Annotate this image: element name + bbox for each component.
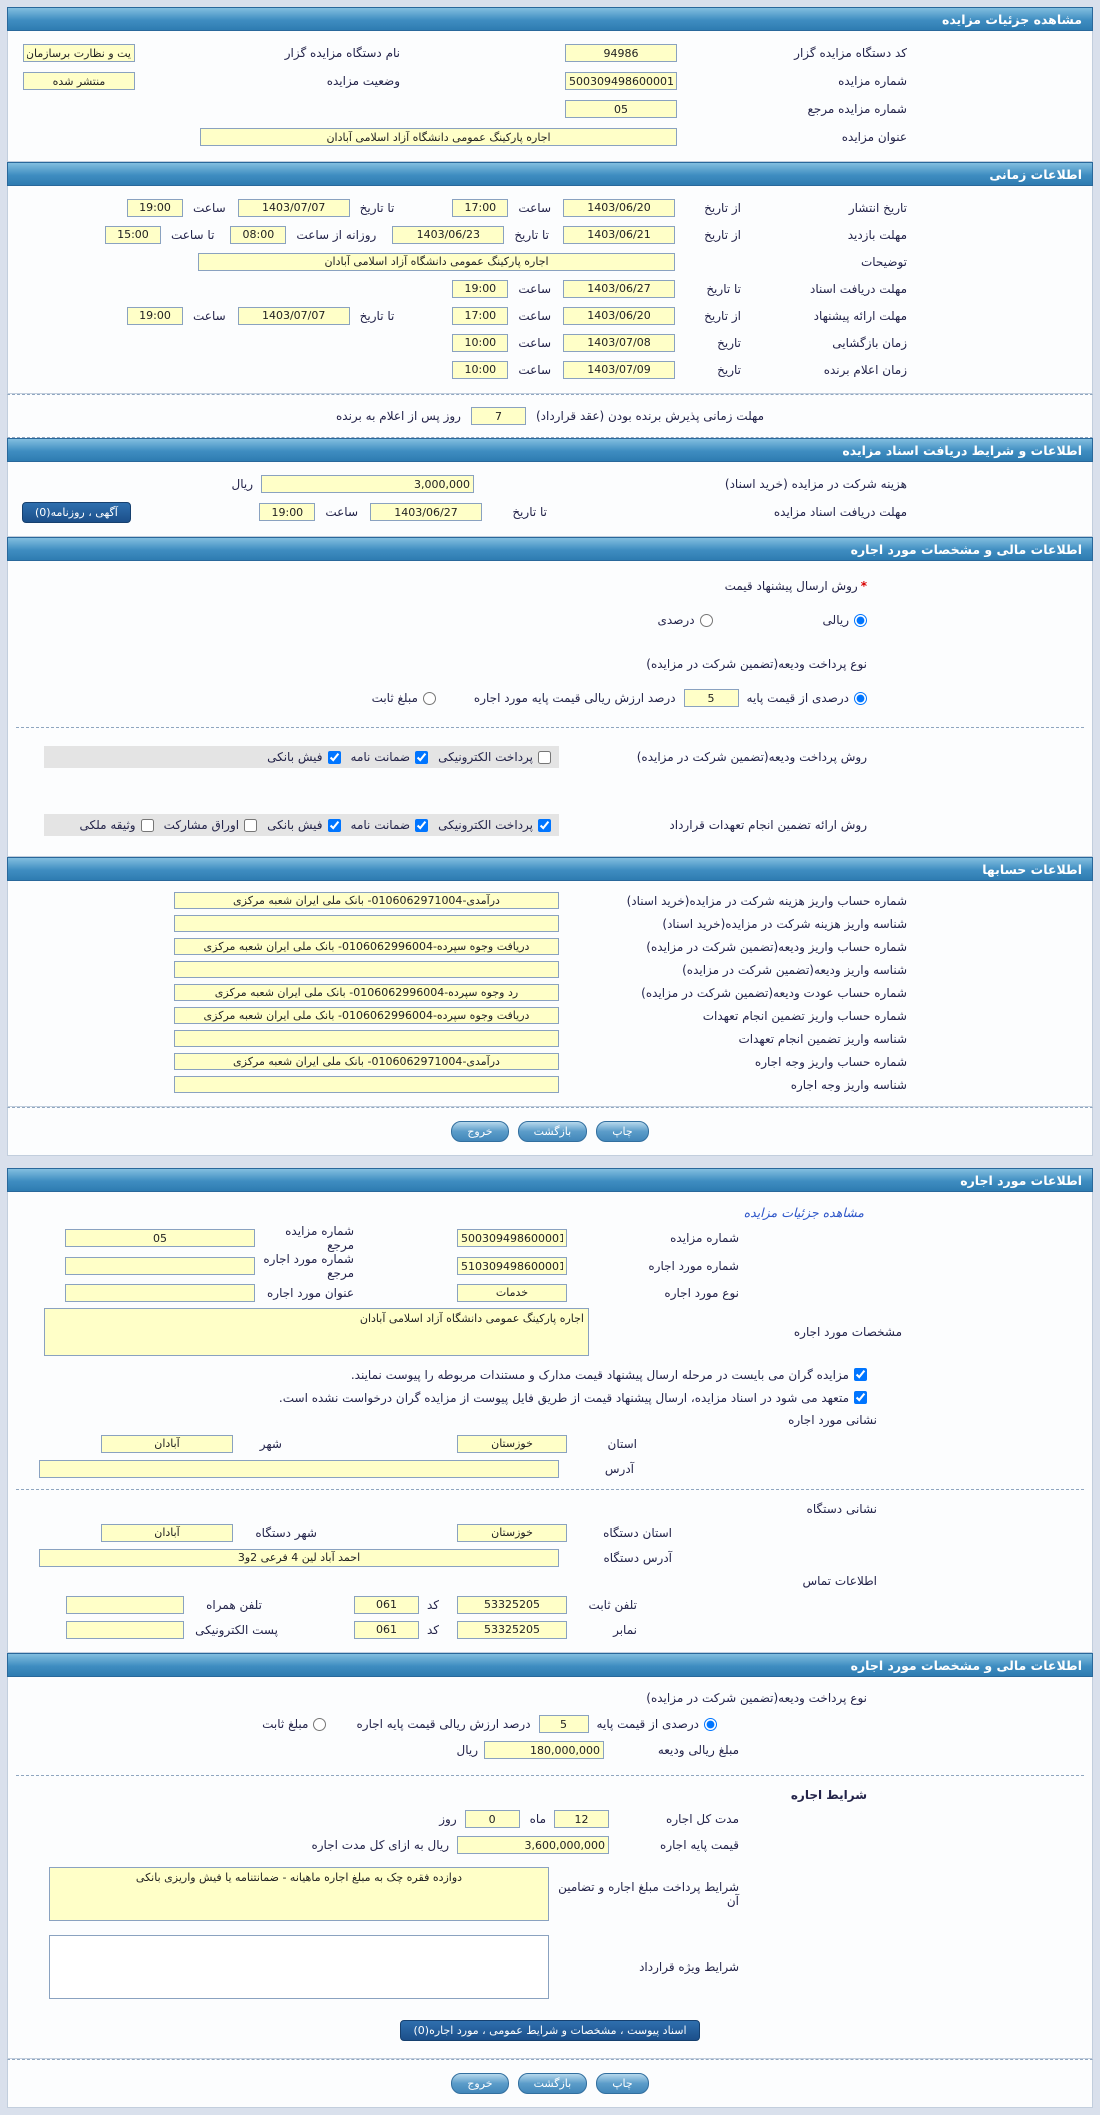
fax-row xyxy=(8,1617,1092,1642)
auction-title-input[interactable] xyxy=(200,128,677,146)
back-button[interactable]: بازگشت xyxy=(518,2073,588,2094)
phone-row xyxy=(8,1592,1092,1617)
exit-button[interactable]: خروج xyxy=(451,2073,508,2094)
docs-deadline2-date-input[interactable] xyxy=(370,503,482,521)
account-row xyxy=(8,1073,1092,1096)
item-type-row xyxy=(8,1280,1092,1305)
description-input[interactable] xyxy=(198,253,675,271)
account-row xyxy=(8,1027,1092,1050)
account-input[interactable] xyxy=(174,1076,559,1093)
phone-code-input[interactable] xyxy=(354,1596,419,1614)
financial-section-title: اطلاعات مالی و مشخصات مورد اجاره xyxy=(850,541,1082,557)
no-file-note-text: متعهد می شود در اسناد مزایده، ارسال پیشنهاد قیمت از طریق فایل پیوست از مزایده گران درخواست نشده است. xyxy=(278,1390,849,1405)
property-collateral-checkbox[interactable] xyxy=(141,819,154,832)
deposit-fixed-radio[interactable] xyxy=(423,692,436,705)
docs-panel xyxy=(7,462,1093,537)
participation-bonds-checkbox[interactable] xyxy=(244,819,257,832)
back-button[interactable]: بازگشت xyxy=(518,1121,588,1142)
status-label: وضعیت مزایده xyxy=(326,74,400,88)
rial-label: ریال xyxy=(231,477,253,491)
date-label: تاریخ xyxy=(717,335,741,350)
attach-docs-checkbox[interactable] xyxy=(854,1368,867,1381)
deposit-fixed-option-label: مبلغ ثابت xyxy=(371,691,418,705)
rial-label: ریال xyxy=(456,1743,478,1757)
mobile-input[interactable] xyxy=(66,1596,184,1614)
item-address-group-label: نشانی مورد اجاره xyxy=(788,1413,877,1427)
contact-group-row xyxy=(8,1570,1092,1592)
offer-to-date-input[interactable] xyxy=(238,307,350,325)
account-row xyxy=(8,1004,1092,1027)
account-label: شماره حساب واریز ودیعه(تضمین شرکت در مزایده) xyxy=(646,939,907,954)
org-province-row xyxy=(8,1520,1092,1545)
bank-slip-checkbox[interactable] xyxy=(328,819,341,832)
newspaper-ads-button[interactable]: آگهی ، روزنامه(0) xyxy=(22,502,131,523)
divider xyxy=(16,1489,1084,1490)
price-method-label-row xyxy=(8,573,1092,599)
auction-title-label: عنوان مزایده xyxy=(841,130,907,144)
to-date-label: تا تاریخ xyxy=(514,227,549,242)
rental-item-panel xyxy=(7,1192,1093,1653)
guarantee-methods-label: روش ارائه تضمین انجام تعهدات قرارداد xyxy=(669,818,867,832)
print-button[interactable]: چاپ xyxy=(596,1121,649,1142)
bank-slip-checkbox[interactable] xyxy=(328,751,341,764)
payment-terms-row xyxy=(8,1864,1092,1924)
account-input[interactable] xyxy=(174,1053,559,1070)
fax-code-input[interactable] xyxy=(354,1621,419,1639)
deposit2-percent-input[interactable] xyxy=(539,1715,589,1733)
account-row xyxy=(8,958,1092,981)
item-province-input[interactable] xyxy=(457,1435,567,1453)
from-date-label: از تاریخ xyxy=(704,200,741,215)
account-row xyxy=(8,889,1092,912)
account-label: شماره حساب واریز تضمین انجام تعهدات xyxy=(702,1008,907,1023)
pay-method-electronic[interactable] xyxy=(438,750,551,764)
percent-option-label: درصدی xyxy=(657,613,695,627)
duration-label: مدت کل اجاره xyxy=(666,1812,739,1826)
timing-panel xyxy=(7,186,1093,394)
guarantee-method-label: فیش بانکی xyxy=(267,818,323,832)
deposit-type2-options-row xyxy=(8,1711,1092,1737)
publish-from-time-input[interactable] xyxy=(452,199,508,217)
guarantee-method-label: پرداخت الکترونیکی xyxy=(438,818,533,832)
attachments-button[interactable]: اسناد پیوست ، مشخصات و شرایط عمومی ، مورد اجاره(0) xyxy=(400,2020,699,2041)
accounts-section-bar xyxy=(7,857,1093,881)
deposit-percent-input[interactable] xyxy=(684,689,739,707)
publish-row xyxy=(8,194,1092,221)
auction-no-label: شماره مزایده xyxy=(838,74,907,88)
fax-input[interactable] xyxy=(457,1621,567,1639)
code-label: کد xyxy=(426,1597,439,1612)
pay-method-label: پرداخت الکترونیکی xyxy=(438,750,533,764)
special-terms-textarea[interactable] xyxy=(49,1935,549,1999)
to-hour-label: تا ساعت xyxy=(170,227,215,242)
visit-from-time-input[interactable] xyxy=(230,226,286,244)
item-address-row xyxy=(8,1456,1092,1481)
from-date-label: از تاریخ xyxy=(704,227,741,242)
publish-from-date-input[interactable] xyxy=(563,199,675,217)
account-input[interactable] xyxy=(174,915,559,932)
offer-label: مهلت ارائه پیشنهاد xyxy=(813,308,907,323)
terms-heading: شرایط اجاره xyxy=(790,1788,867,1802)
hour-label: ساعت xyxy=(518,281,551,296)
winner-announce-label: زمان اعلام برنده xyxy=(823,362,907,377)
base-price-label: قیمت پایه اجاره xyxy=(660,1838,739,1852)
phone-label: تلفن ثابت xyxy=(588,1597,637,1612)
deposit-type-label-row xyxy=(8,651,1092,677)
org-city-input[interactable] xyxy=(101,1524,233,1542)
status-input[interactable] xyxy=(23,72,135,90)
auction-title-row xyxy=(8,123,1092,151)
org-city-label: شهر دستگاه xyxy=(255,1525,317,1540)
org-code-input[interactable] xyxy=(565,44,677,62)
electronic-payment-checkbox[interactable] xyxy=(538,819,551,832)
guarantee-bank-slip[interactable] xyxy=(267,818,340,832)
account-row xyxy=(8,935,1092,958)
guarantee-methods-strip xyxy=(44,814,559,836)
deposit-amount-label: مبلغ ریالی ودیعه xyxy=(657,1743,739,1757)
print-button[interactable]: چاپ xyxy=(596,2073,649,2094)
description-row xyxy=(8,248,1092,275)
deposit-pay-methods-label: روش پرداخت ودیعه(تضمین شرکت در مزایده) xyxy=(636,750,867,764)
city-label: شهر xyxy=(259,1436,282,1451)
date-label: تاریخ xyxy=(717,362,741,377)
payment-terms-textarea[interactable] xyxy=(49,1867,549,1921)
org-province-input[interactable] xyxy=(457,1524,567,1542)
guarantee-methods-row xyxy=(8,812,1092,838)
financial2-panel xyxy=(7,1677,1093,2059)
guarantee-electronic[interactable] xyxy=(438,818,551,832)
item-auction-ref-input[interactable] xyxy=(65,1229,255,1247)
action-buttons-bottom xyxy=(7,2059,1093,2108)
docs-deadline2-time-input[interactable] xyxy=(259,503,315,521)
winner-acceptance-days-input[interactable] xyxy=(471,407,526,425)
to-date-label: تا تاریخ xyxy=(359,308,395,323)
docs-deadline-date-input[interactable] xyxy=(563,280,675,298)
deposit2-fixed-option-label: مبلغ ثابت xyxy=(262,1717,309,1731)
address-label: آدرس xyxy=(604,1461,634,1476)
pay-method-bank-slip[interactable] xyxy=(267,750,340,764)
publish-to-date-input[interactable] xyxy=(238,199,350,217)
deposit-type-label: نوع پرداخت ودیعه(تضمین شرکت در مزایده) xyxy=(646,657,867,671)
org-row xyxy=(8,39,1092,67)
view-auction-details-link[interactable]: مشاهده جزئیات مزایده xyxy=(743,1204,864,1220)
attachments-button-row xyxy=(8,2016,1092,2044)
opening-date-input[interactable] xyxy=(563,334,675,352)
account-label: شماره حساب واریز هزینه شرکت در مزایده(خرید اسناد) xyxy=(626,893,907,908)
rental-item-section-bar xyxy=(7,1168,1093,1192)
phone-input[interactable] xyxy=(457,1596,567,1614)
item-auction-no-label: شماره مزایده xyxy=(670,1231,739,1245)
hour-label: ساعت xyxy=(193,200,226,215)
winner-acceptance-strip xyxy=(7,394,1093,438)
hour-label: ساعت xyxy=(193,308,226,323)
account-input[interactable] xyxy=(174,1030,559,1047)
account-label: شناسه واریز تضمین انجام تعهدات xyxy=(738,1031,907,1046)
item-no-row xyxy=(8,1252,1092,1280)
guarantee-letter-checkbox[interactable] xyxy=(415,751,428,764)
offer-from-date-input[interactable] xyxy=(563,307,675,325)
opening-time-input[interactable] xyxy=(452,334,508,352)
org-address-label: آدرس دستگاه xyxy=(603,1550,672,1565)
deposit2-percent-option-label: درصدی از قیمت پایه xyxy=(596,1717,699,1731)
account-label: شناسه واریز هزینه شرکت در مزایده(خرید اسناد) xyxy=(662,916,907,931)
deposit-pay-methods-strip xyxy=(44,746,559,768)
deposit-amount-input[interactable] xyxy=(484,1741,604,1759)
winner-acceptance-prefix: مهلت زمانی پذیرش برنده بودن (عقد قرارداد) xyxy=(535,409,765,423)
financial-section-bar xyxy=(7,537,1093,561)
publish-label: تاریخ انتشار xyxy=(848,200,907,215)
offer-from-time-input[interactable] xyxy=(452,307,508,325)
item-type-input[interactable] xyxy=(457,1284,567,1302)
org-address-group-label: نشانی دستگاه xyxy=(806,1502,877,1516)
page-title: مشاهده جزئیات مزایده xyxy=(941,11,1082,27)
fax-label: نمابر xyxy=(613,1622,637,1637)
auction-ref-label: شماره مزایده مرجع xyxy=(807,102,907,116)
fee-label: هزینه شرکت در مزایده (خرید اسناد) xyxy=(724,477,907,491)
special-terms-label: شرایط ویژه قرارداد xyxy=(639,1960,739,1974)
item-auction-no-row xyxy=(8,1224,1092,1252)
no-file-note-row xyxy=(8,1386,1092,1409)
contact-group-label: اطلاعات تماس xyxy=(802,1574,877,1588)
offer-row xyxy=(8,302,1092,329)
docs-section-bar xyxy=(7,438,1093,462)
divider xyxy=(16,1775,1084,1776)
guarantee-property[interactable] xyxy=(80,818,154,832)
hour-label: ساعت xyxy=(325,505,358,519)
account-input[interactable] xyxy=(174,938,559,955)
email-input[interactable] xyxy=(66,1621,184,1639)
guarantee-letter[interactable] xyxy=(351,818,429,832)
accounts-panel xyxy=(7,881,1093,1107)
opening-label: زمان بازگشایی xyxy=(832,335,907,350)
base-price-suffix: ریال به ازای کل مدت اجاره xyxy=(311,1838,449,1852)
deposit-type2-label-row xyxy=(8,1685,1092,1711)
financial2-section-bar xyxy=(7,1653,1093,1677)
hour-label: ساعت xyxy=(518,335,551,350)
mobile-label: تلفن همراه xyxy=(206,1597,262,1612)
publish-to-time-input[interactable] xyxy=(127,199,183,217)
payment-terms-label: شرایط پرداخت مبلغ اجاره و تضامین آن xyxy=(558,1880,739,1908)
org-code-label: کد دستگاه مزایده گزار xyxy=(794,46,907,60)
auction-no-input[interactable] xyxy=(565,72,677,90)
docs-deadline2-label: مهلت دریافت اسناد مزایده xyxy=(773,505,907,519)
opening-row xyxy=(8,329,1092,356)
item-type-label: نوع مورد اجاره xyxy=(664,1285,739,1300)
visit-from-date-input[interactable] xyxy=(563,226,675,244)
financial-panel xyxy=(7,561,1093,857)
item-ref-input[interactable] xyxy=(65,1257,255,1275)
item-auction-ref-label: شماره مزایده مرجع xyxy=(285,1224,354,1252)
docs-deadline-label: مهلت دریافت اسناد xyxy=(809,281,907,296)
deposit-type-options-row xyxy=(8,685,1092,711)
visit-to-date-input[interactable] xyxy=(392,226,504,244)
account-row xyxy=(8,912,1092,935)
docs-deadline-time-input[interactable] xyxy=(452,280,508,298)
item-no-input[interactable] xyxy=(457,1257,567,1275)
rental-item-section-title: اطلاعات مورد اجاره xyxy=(960,1172,1082,1188)
email-label: پست الکترونیکی xyxy=(195,1622,278,1637)
item-title-label: عنوان مورد اجاره xyxy=(266,1285,354,1300)
description-label: توضیحات xyxy=(860,254,907,269)
auction-ref-input[interactable] xyxy=(565,100,677,118)
account-label: شناسه واریز وجه اجاره xyxy=(790,1077,907,1092)
day-label: روز xyxy=(439,1812,457,1826)
item-ref-label: شماره مورد اجاره مرجع xyxy=(263,1252,354,1280)
account-row xyxy=(8,1050,1092,1073)
docs-section-title: اطلاعات و شرایط دریافت اسناد مزایده xyxy=(842,442,1082,458)
deposit-pay-methods-row xyxy=(8,744,1092,770)
duration-days-input[interactable] xyxy=(465,1810,520,1828)
financial2-section-title: اطلاعات مالی و مشخصات مورد اجاره xyxy=(850,1657,1082,1673)
item-no-label: شماره مورد اجاره xyxy=(648,1259,739,1273)
base-price-input[interactable] xyxy=(457,1836,609,1854)
timing-section-bar xyxy=(7,162,1093,186)
hour-label: ساعت xyxy=(518,200,551,215)
account-label: شماره حساب واریز وجه اجاره xyxy=(754,1054,907,1069)
to-date-label: تا تاریخ xyxy=(359,200,395,215)
pay-method-label: ضمانت نامه xyxy=(350,750,411,764)
to-date-label: تا تاریخ xyxy=(512,505,547,519)
duration-months-input[interactable] xyxy=(554,1810,609,1828)
item-spec-row xyxy=(8,1305,1092,1359)
account-input[interactable] xyxy=(174,961,559,978)
deposit-amount-row xyxy=(8,1737,1092,1763)
account-input[interactable] xyxy=(174,984,559,1001)
section-gap xyxy=(7,1156,1093,1168)
hour-label: ساعت xyxy=(518,308,551,323)
percent-radio[interactable] xyxy=(700,614,713,627)
attach-note-text: مزایده گران می بایست در مرحله ارسال پیشنهاد قیمت مدارک و مستندات مربوطه را پیوست نمایند. xyxy=(350,1367,849,1382)
deposit2-percent-suffix: درصد ارزش ریالی قیمت پایه اجاره xyxy=(356,1717,531,1731)
item-address-input[interactable] xyxy=(39,1460,559,1478)
account-input[interactable] xyxy=(174,1007,559,1024)
pay-method-label: فیش بانکی xyxy=(267,750,323,764)
org-province-label: استان دستگاه xyxy=(603,1525,672,1540)
pay-method-guarantee-letter[interactable] xyxy=(351,750,429,764)
deposit2-fixed-radio[interactable] xyxy=(313,1718,326,1731)
terms-heading-row xyxy=(8,1784,1092,1806)
org-name-label: نام دستگاه مزایده گزار xyxy=(284,46,400,60)
account-label: شماره حساب عودت ودیعه(تضمین شرکت در مزایده) xyxy=(641,985,907,1000)
guarantee-letter-checkbox[interactable] xyxy=(415,819,428,832)
fee-input[interactable] xyxy=(261,475,474,493)
winner-time-input[interactable] xyxy=(452,361,508,379)
item-spec-label: مشخصات مورد اجاره xyxy=(793,1325,902,1339)
base-price-row xyxy=(8,1832,1092,1858)
item-address-group-row xyxy=(8,1409,1092,1431)
visit-row xyxy=(8,221,1092,248)
deposit-type2-label: نوع پرداخت ودیعه(تضمین شرکت در مزایده) xyxy=(646,1691,867,1705)
daily-from-label: روزانه از ساعت xyxy=(296,227,377,242)
item-spec-textarea[interactable] xyxy=(44,1308,589,1356)
accounts-section-title: اطلاعات حسابها xyxy=(982,861,1082,877)
deposit-percent-suffix: درصد ارزش ریالی قیمت پایه مورد اجاره xyxy=(473,691,676,705)
auction-no-row xyxy=(8,67,1092,95)
item-city-input[interactable] xyxy=(101,1435,233,1453)
price-method-label: روش ارسال پیشنهاد قیمت xyxy=(724,579,858,593)
visit-to-time-input[interactable] xyxy=(105,226,161,244)
guarantee-method-label: وثیقه ملکی xyxy=(79,818,136,832)
action-buttons xyxy=(7,1107,1093,1156)
visit-label: مهلت بازدید xyxy=(847,227,907,242)
docs-deadline2-row xyxy=(8,498,1092,526)
org-address-row xyxy=(8,1545,1092,1570)
org-name-input[interactable] xyxy=(23,44,135,62)
duration-row xyxy=(8,1806,1092,1832)
province-label: استان xyxy=(607,1436,637,1451)
timing-section-title: اطلاعات زمانی xyxy=(989,166,1082,182)
from-date-label: از تاریخ xyxy=(704,308,741,323)
special-terms-row xyxy=(8,1932,1092,2002)
guarantee-bonds[interactable] xyxy=(164,818,257,832)
org-address-group-row xyxy=(8,1498,1092,1520)
offer-to-time-input[interactable] xyxy=(127,307,183,325)
winner-announce-row xyxy=(8,356,1092,383)
deposit2-percent-radio[interactable] xyxy=(704,1718,717,1731)
account-row xyxy=(8,981,1092,1004)
account-input[interactable] xyxy=(174,892,559,909)
winner-date-input[interactable] xyxy=(563,361,675,379)
no-file-request-checkbox[interactable] xyxy=(854,1391,867,1404)
deposit-percent-radio[interactable] xyxy=(854,692,867,705)
hour-label: ساعت xyxy=(518,362,551,377)
price-method-options-row xyxy=(8,607,1092,633)
exit-button[interactable]: خروج xyxy=(451,1121,508,1142)
auction-ref-row xyxy=(8,95,1092,123)
view-details-row xyxy=(8,1200,1092,1224)
docs-deadline-row xyxy=(8,275,1092,302)
item-auction-no-input[interactable] xyxy=(457,1229,567,1247)
org-address-input[interactable] xyxy=(39,1549,559,1567)
item-title-input[interactable] xyxy=(65,1284,255,1302)
header-panel xyxy=(7,31,1093,162)
deposit-percent-option-label: درصدی از قیمت پایه xyxy=(746,691,849,705)
to-date-label: تا تاریخ xyxy=(706,281,741,296)
rial-option-label: ریالی xyxy=(822,613,849,627)
page-title-bar xyxy=(7,7,1093,31)
divider xyxy=(16,727,1084,728)
electronic-payment-checkbox[interactable] xyxy=(538,751,551,764)
guarantee-method-label: ضمانت نامه xyxy=(350,818,411,832)
required-asterisk: * xyxy=(860,579,867,593)
fee-row xyxy=(8,470,1092,498)
guarantee-method-label: اوراق مشارکت xyxy=(163,818,240,832)
winner-acceptance-suffix: روز پس از اعلام به برنده xyxy=(335,409,461,423)
attach-note-row xyxy=(8,1363,1092,1386)
code-label: کد xyxy=(426,1622,439,1637)
item-province-row xyxy=(8,1431,1092,1456)
month-label: ماه xyxy=(529,1812,546,1826)
rial-radio[interactable] xyxy=(854,614,867,627)
account-label: شناسه واریز ودیعه(تضمین شرکت در مزایده) xyxy=(682,962,907,977)
